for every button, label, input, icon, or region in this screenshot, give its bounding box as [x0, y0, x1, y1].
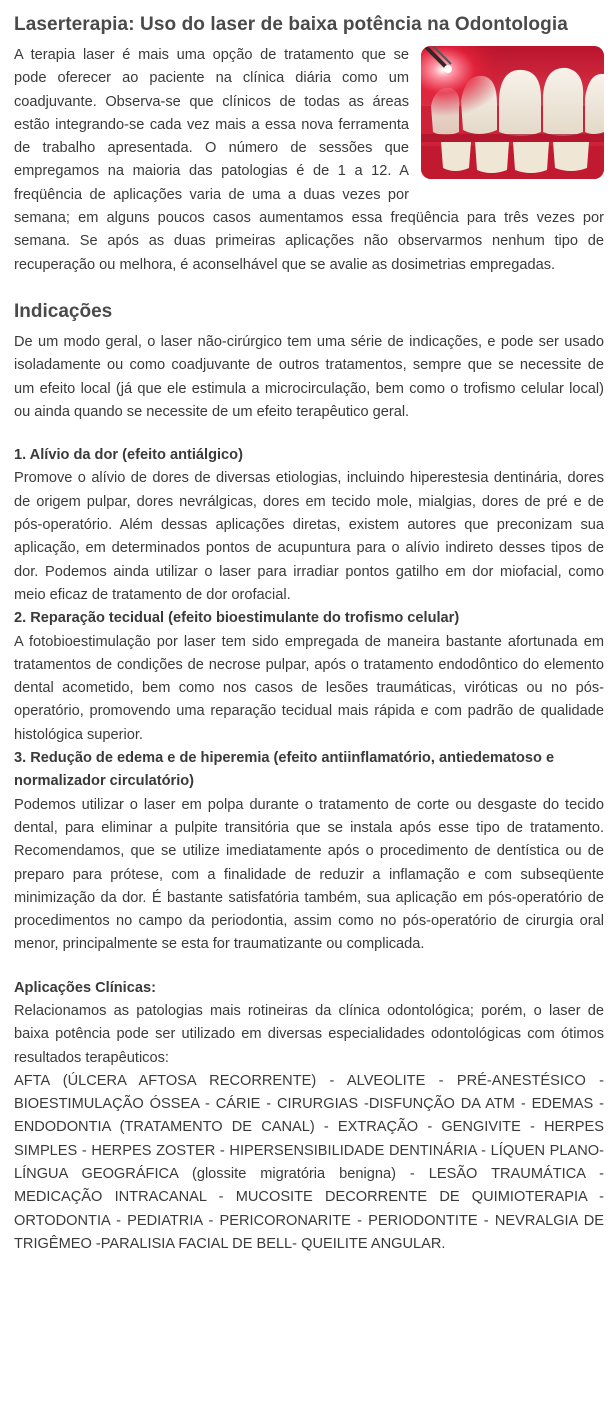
intro-paragraph: A terapia laser é mais uma opção de tratamento que se pode oferecer ao paciente na clínica diária como um coadjuvante. Observa-se que clínicos de todas as áreas estão integrando-se cada vez mais a essa nova ferramenta de trabalho apresentada. O número de sessões que empregamos na maioria das patologias é de 1 a 12. A freqüência de aplicações varia de uma a duas vezes por semana; em alguns poucos casos aumentamos essa freqüência para três vezes por semana. Se após as duas primeiras aplicações não observarmos nenhum tipo de recuperação ou melhora, é aconselhável que se avalie as dosimetrias empregadas.	[14, 47, 604, 273]
section-3-heading: 3. Redução de edema e de hiperemia (efeito antiinflamatório, antiedematoso e normalizador circulatório)	[14, 750, 555, 790]
page-title: Laserterapia: Uso do laser de baixa potência na Odontologia	[14, 14, 568, 35]
section-2-text: A fotobioestimulação por laser tem sido empregada de maneira bastante afortunada em tratamentos de condições de necrose pulpar, após o tratamento endodôntico do elemento dental acometido, bem como nos casos de lesões traumáticas, viróticas ou no pós-operatório, promovendo uma reparação tecidual mais rápida e com padrão de qualidade histológica superior.	[14, 633, 604, 743]
section-1-text: Promove o alívio de dores de diversas etiologias, incluindo hiperestesia dentinária, dores de origem pulpar, dores nevrálgicas, dores em tecido mole, mialgias, dores de pré e de pós-operatório. Além dessas aplicações diretas, existem autores que preconizam sua aplicação, em determinados pontos de acupuntura para o alívio indireto desses tipos de dor. Podemos ainda utilizar o laser para irradiar pontos gatilho em dor miofacial, como meio eficaz de tratamento de dor orofacial.	[14, 470, 604, 603]
laser-teeth-photo	[421, 46, 604, 179]
aplicacoes-list: AFTA (ÚLCERA AFTOSA RECORRENTE) - ALVEOLITE - PRÉ-ANESTÉSICO - BIOESTIMULAÇÃO ÓSSEA - CÁRIE - CIRURGIAS -DISFUNÇÃO DA ATM - EDEMAS - ENDODONTIA (TRATAMENTO DE CANAL) - EXTRAÇÃO - GENGIVITE - HERPES SIMPLES - HERPES ZOSTER - HIPERSENSIBILIDADE DENTINÁRIA - LÍQUEN PLANO-LÍNGUA GEOGRÁFICA (glossite migratória benigna) - LESÃO TRAUMÁTICA - MEDICAÇÃO INTRACANAL - MUCOSITE DECORRENTE DE QUIMIOTERAPIA - ORTODONTIA - PEDIATRIA - PERICORONARITE - PERIODONTITE - NEVRALGIA DE TRIGÊMEO -PARALISIA FACIAL DE BELL- QUEILITE ANGULAR.	[14, 1072, 604, 1252]
aplicacoes-text: Relacionamos as patologias mais rotineiras da clínica odontológica; porém, o laser de baixa potência pode ser utilizado em diversas especialidades odontológicas com ótimos resultados terapêuticos:	[14, 1002, 604, 1066]
section-3-text: Podemos utilizar o laser em polpa durante o tratamento de corte ou desgaste do tecido dental, para eliminar a pulpite transitória que se instala após esse tipo de tratamento. Recomendamos, que se utilize imediatamente após o procedimento de dentística ou de preparo para prótese, com a finalidade de reduzir a inflamação e com subseqüente minimização da dor. É bastante satisfatória também, sua aplicação em pós-operatório de procedimentos no campo da periodontia, assim como no pós-operatório de cirurgia oral menor, principalmente se esta for traumatizante ou complicada.	[14, 796, 604, 953]
section-2-heading: 2. Reparação tecidual (efeito bioestimulante do trofismo celular)	[14, 610, 460, 627]
aplicacoes-heading: Aplicações Clínicas:	[14, 979, 156, 996]
section-1-heading: 1. Alívio da dor (efeito antiálgico)	[14, 447, 243, 464]
indicacoes-paragraph: De um modo geral, o laser não-cirúrgico tem uma série de indicações, e pode ser usado isoladamente ou como coadjuvante de outros tratamentos, sempre que se necessite de um efeito local (já que ele estimula a microcirculação, bem como o trofismo celular local) ou ainda quando se necessite de um efeito terapêutico geral.	[14, 333, 604, 420]
indicacoes-heading: Indicações	[14, 300, 113, 322]
